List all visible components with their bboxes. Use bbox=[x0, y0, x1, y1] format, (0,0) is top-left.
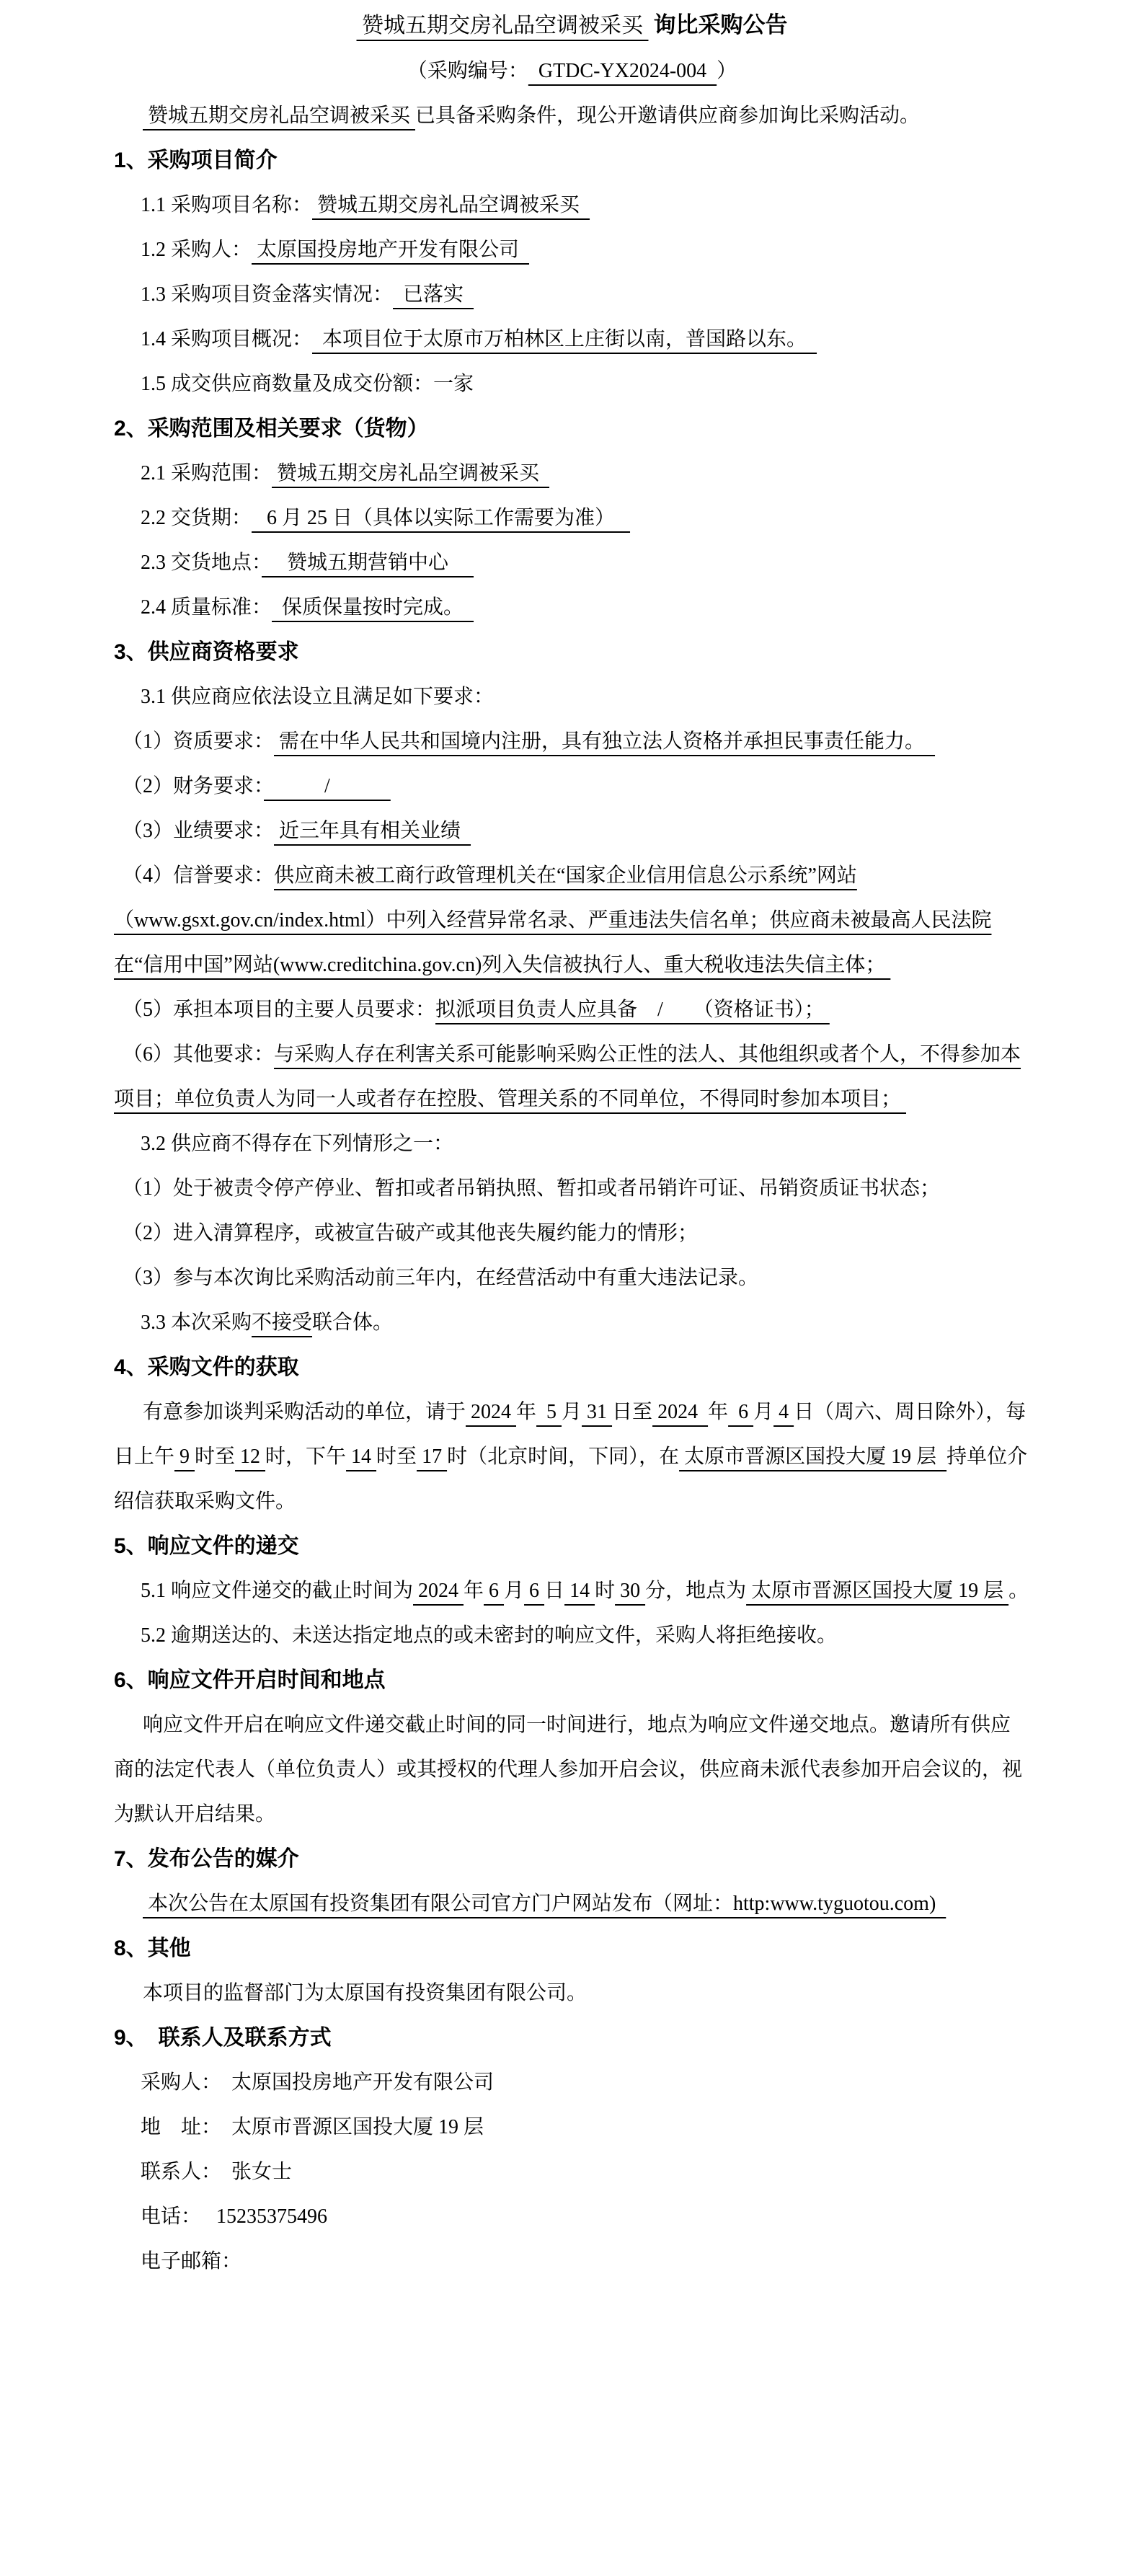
text-run: 1、采购项目简介 bbox=[114, 149, 278, 172]
text-run: 电话： 15235375496 bbox=[141, 2205, 328, 2228]
underlined-field: 14 bbox=[564, 1580, 595, 1602]
underlined-field: 12 bbox=[235, 1446, 266, 1468]
text-run: 3.1 供应商应依法设立且满足如下要求： bbox=[141, 686, 495, 708]
underlined-field: 近三年具有相关业绩 bbox=[274, 820, 471, 842]
section-heading-6 bbox=[114, 1658, 1030, 1703]
underlined-field: 本次公告在太原国有投资集团有限公司官方门户网站发布（网址：http:www.tyguotou.com) bbox=[143, 1893, 946, 1915]
text-run: 2.1 采购范围： bbox=[141, 462, 272, 484]
text-run: 日（周六、周日除外），每日上午 bbox=[114, 1401, 1027, 1468]
underlined-field: 本项目位于太原市万柏林区上庄街以南，普国路以东。 bbox=[312, 328, 817, 350]
section-heading-8 bbox=[114, 1926, 1030, 1971]
text-run: （3）参与本次询比采购活动前三年内，在经营活动中有重大违法记录。 bbox=[123, 1267, 759, 1289]
contact-email bbox=[114, 2239, 1030, 2284]
text-run: （6）其他要求： bbox=[123, 1043, 275, 1066]
text-run: 月 bbox=[562, 1401, 582, 1423]
underlined-field: 2024 bbox=[413, 1580, 464, 1602]
text-run: 1.5 成交供应商数量及成交份额：一家 bbox=[141, 373, 474, 395]
text-run: 有意参加谈判采购活动的单位，请于 bbox=[143, 1401, 466, 1423]
text-run: （5）承担本项目的主要人员要求： bbox=[123, 999, 436, 1021]
text-run: 9、 联系人及联系方式 bbox=[114, 2026, 332, 2050]
procurement-number-prefix: （采购编号： bbox=[407, 60, 528, 82]
text-run: 3.3 本次采购 bbox=[141, 1311, 252, 1334]
item-2-2 bbox=[114, 496, 1030, 541]
underlined-field: 太原市晋源区国投大厦 19 层 bbox=[679, 1446, 947, 1468]
item-2-1 bbox=[114, 451, 1030, 496]
text-run: 3、供应商资格要求 bbox=[114, 640, 299, 664]
underlined-field: 14 bbox=[346, 1446, 377, 1468]
text-run: （2）财务要求： bbox=[123, 775, 265, 797]
text-run: 8、其他 bbox=[114, 1937, 191, 1960]
underlined-field: 赞城五期营销中心 bbox=[262, 552, 474, 574]
item-3-1-req-2 bbox=[114, 764, 1030, 809]
text-run: 年 bbox=[708, 1401, 729, 1423]
underlined-field: 6 月 25 日（具体以实际工作需要为准） bbox=[252, 507, 631, 529]
item-3-1-req-5 bbox=[114, 988, 1030, 1032]
text-run: 月 bbox=[504, 1580, 525, 1602]
item-1-2 bbox=[114, 228, 1030, 273]
item-2-3 bbox=[114, 541, 1030, 585]
section-8-paragraph bbox=[114, 1971, 1030, 2016]
text-run: 2、采购范围及相关要求（货物） bbox=[114, 417, 429, 441]
intro-paragraph bbox=[114, 94, 1030, 138]
underlined-field: 31 bbox=[582, 1401, 613, 1423]
item-3-2-case-3 bbox=[114, 1256, 1030, 1301]
underlined-field: 赞城五期交房礼品空调被采买 bbox=[143, 105, 416, 127]
item-5-1 bbox=[114, 1569, 1030, 1614]
underlined-field: 4 bbox=[773, 1401, 794, 1423]
section-heading-2 bbox=[114, 407, 1030, 451]
section-heading-7 bbox=[114, 1837, 1030, 1882]
section-heading-9 bbox=[114, 2016, 1030, 2061]
item-3-1-req-6 bbox=[114, 1032, 1030, 1122]
text-run: （1）资质要求： bbox=[123, 730, 275, 753]
text-run: 1.4 采购项目概况： bbox=[141, 328, 313, 350]
section-heading-1 bbox=[114, 138, 1030, 183]
text-run: 7、发布公告的媒介 bbox=[114, 1847, 299, 1871]
title-separator bbox=[649, 15, 654, 37]
underlined-field: 太原国投房地产开发有限公司 bbox=[252, 239, 530, 261]
text-run: 时至 bbox=[195, 1446, 236, 1468]
text-run: 分，地点为 bbox=[645, 1580, 747, 1602]
item-2-4 bbox=[114, 585, 1030, 630]
text-run: 2.2 交货期： bbox=[141, 507, 252, 529]
text-run: 时至 bbox=[376, 1446, 417, 1468]
item-3-1-req-1 bbox=[114, 720, 1030, 764]
contact-address bbox=[114, 2105, 1030, 2150]
item-3-2-case-1 bbox=[114, 1167, 1030, 1211]
text-run: 年 bbox=[464, 1580, 484, 1602]
text-run: 3.2 供应商不得存在下列情形之一： bbox=[141, 1133, 454, 1155]
underlined-field: 赞城五期交房礼品空调被采买 bbox=[272, 462, 550, 484]
text-run: 6、响应文件开启时间和地点 bbox=[114, 1668, 386, 1692]
text-run: （3）业绩要求： bbox=[123, 820, 275, 842]
text-run: 联合体。 bbox=[312, 1311, 394, 1334]
procurement-number-line bbox=[114, 49, 1030, 94]
text-run: （4）信誉要求： bbox=[123, 864, 275, 887]
underlined-field: 6 bbox=[524, 1580, 545, 1602]
item-3-2-case-2 bbox=[114, 1211, 1030, 1256]
item-3-1 bbox=[114, 675, 1030, 720]
contact-person bbox=[114, 2150, 1030, 2195]
text-run: （2）进入清算程序，或被宣告破产或其他丧失履约能力的情形； bbox=[123, 1222, 699, 1244]
text-run: 采购人： 太原国投房地产开发有限公司 bbox=[141, 2071, 495, 2094]
text-run: 响应文件开启在响应文件递交截止时间的同一时间进行，地点为响应文件递交地点。邀请所有供应商的法定代表人（单位负责人）或其授权的代理人参加开启会议，供应商未派代表参加开启会议的，视为默认开启结果。 bbox=[114, 1714, 1023, 1825]
text-run: 2.3 交货地点： bbox=[141, 552, 262, 574]
underlined-field: 6 bbox=[484, 1580, 505, 1602]
text-run: 1.3 采购项目资金落实情况： bbox=[141, 283, 394, 306]
item-3-3 bbox=[114, 1301, 1030, 1345]
item-1-5 bbox=[114, 362, 1030, 407]
section-heading-3 bbox=[114, 630, 1030, 675]
text-run: 5.2 逾期送达的、未送达指定地点的或未密封的响应文件，采购人将拒绝接收。 bbox=[141, 1624, 838, 1647]
title-notice-type: 询比采购公告 bbox=[653, 12, 788, 37]
text-run: 1.2 采购人： bbox=[141, 239, 252, 261]
text-run: 地 址： 太原市晋源区国投大厦 19 层 bbox=[141, 2116, 484, 2138]
underlined-field: 6 bbox=[728, 1401, 754, 1423]
underlined-field: 供应商未被工商行政管理机关在“国家企业信用信息公示系统”网站（www.gsxt.gov.cn/index.html）中列入经营异常名录、严重违法失信名单；供应商未被最高人民法院在“信用中国”网站(www.creditchina.gov.cn)列入失信被执行人、重大税收违法失信主体； bbox=[114, 864, 992, 976]
section-7-paragraph bbox=[114, 1882, 1030, 1926]
title-project-name: 赞城五期交房礼品空调被采买 bbox=[356, 14, 649, 37]
underlined-field: 拟派项目负责人应具备 / （资格证书）； bbox=[435, 999, 830, 1021]
text-run: 5、响应文件的递交 bbox=[114, 1534, 299, 1558]
section-heading-4 bbox=[114, 1345, 1030, 1390]
text-run: 5.1 响应文件递交的截止时间为 bbox=[141, 1580, 414, 1602]
procurement-number-suffix: ） bbox=[717, 60, 737, 82]
underlined-field: 不接受 bbox=[252, 1311, 313, 1334]
text-run: 1.1 采购项目名称： bbox=[141, 194, 313, 216]
underlined-field: 太原市晋源区国投大厦 19 层 bbox=[746, 1580, 1009, 1602]
underlined-field: 2024 bbox=[652, 1401, 709, 1423]
text-run: 持单位介绍信获取采购文件。 bbox=[114, 1446, 1028, 1513]
item-1-3 bbox=[114, 273, 1030, 317]
text-run: 时，下午 bbox=[265, 1446, 347, 1468]
text-run: 。 bbox=[1008, 1580, 1029, 1602]
underlined-field: 保质保量按时完成。 bbox=[272, 596, 474, 619]
text-run: 电子邮箱： bbox=[141, 2250, 242, 2272]
item-1-1 bbox=[114, 183, 1030, 228]
underlined-field: 2024 bbox=[466, 1401, 517, 1423]
text-run: 时 bbox=[595, 1580, 616, 1602]
underlined-field: 30 bbox=[615, 1580, 646, 1602]
contact-purchaser bbox=[114, 2061, 1030, 2105]
underlined-field: / bbox=[264, 775, 391, 797]
text-run: 已具备采购条件，现公开邀请供应商参加询比采购活动。 bbox=[415, 105, 921, 127]
item-1-4 bbox=[114, 317, 1030, 362]
text-run: 时（北京时间，下同），在 bbox=[447, 1446, 680, 1468]
underlined-field: 17 bbox=[417, 1446, 448, 1468]
underlined-field: 已落实 bbox=[393, 283, 474, 306]
text-run: 日 bbox=[544, 1580, 565, 1602]
underlined-field: 与采购人存在利害关系可能影响采购公正性的法人、其他组织或者个人，不得参加本项目；单位负责人为同一人或者存在控股、管理关系的不同单位，不得同时参加本项目； bbox=[114, 1043, 1021, 1110]
text-run: （1）处于被责令停产停业、暂扣或者吊销执照、暂扣或者吊销许可证、吊销资质证书状态； bbox=[123, 1177, 941, 1200]
underlined-field: 赞城五期交房礼品空调被采买 bbox=[312, 194, 590, 216]
item-3-1-req-3 bbox=[114, 809, 1030, 854]
underlined-field: 需在中华人民共和国境内注册，具有独立法人资格并承担民事责任能力。 bbox=[274, 730, 936, 753]
item-5-2 bbox=[114, 1614, 1030, 1658]
text-run: 日至 bbox=[612, 1401, 653, 1423]
item-3-1-req-4 bbox=[114, 854, 1030, 988]
text-run: 联系人： 张女士 bbox=[141, 2161, 293, 2183]
text-run: 本项目的监督部门为太原国有投资集团有限公司。 bbox=[143, 1982, 587, 2004]
contact-phone bbox=[114, 2195, 1030, 2239]
document-body bbox=[114, 94, 1030, 2284]
section-4-paragraph bbox=[114, 1390, 1030, 1524]
text-run: 2.4 质量标准： bbox=[141, 596, 272, 619]
section-6-paragraph bbox=[114, 1703, 1030, 1837]
document-title bbox=[114, 3, 1030, 49]
text-run: 年 bbox=[516, 1401, 537, 1423]
text-run: 4、采购文件的获取 bbox=[114, 1355, 299, 1379]
procurement-number-value: GTDC-YX2024-004 bbox=[528, 60, 717, 82]
underlined-field: 5 bbox=[536, 1401, 562, 1423]
text-run: 月 bbox=[753, 1401, 774, 1423]
section-heading-5 bbox=[114, 1524, 1030, 1569]
underlined-field: 9 bbox=[174, 1446, 195, 1468]
item-3-2 bbox=[114, 1122, 1030, 1167]
